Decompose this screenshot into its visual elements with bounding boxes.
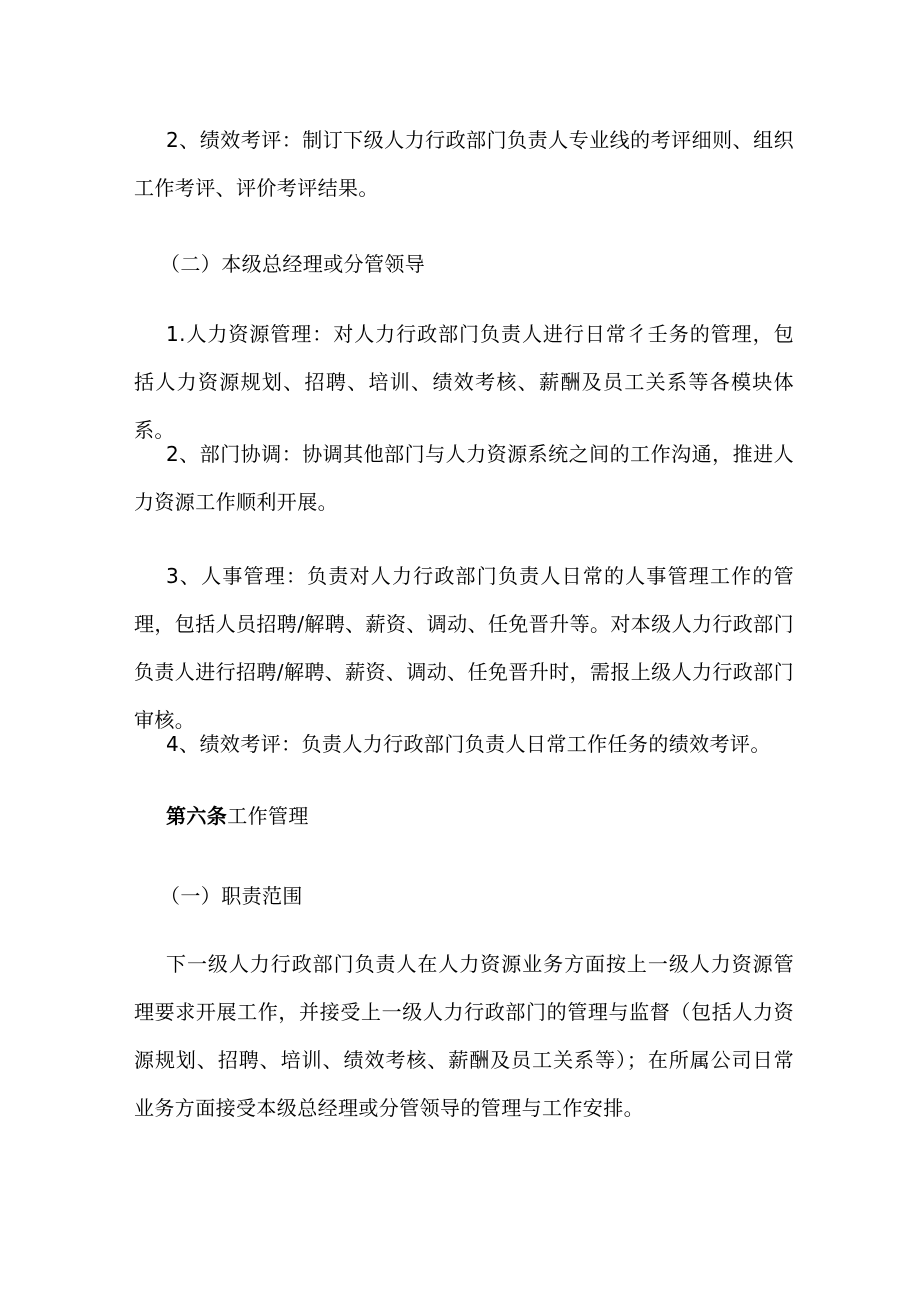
paragraph-performance-review-1: 2、绩效考评：制订下级人力行政部门负责人专业线的考评细则、组织工作考评、评价考评结果。 (134, 128, 794, 200)
paragraph-department-coordination: 2、部门协调：协调其他部门与人力资源系统之间的工作沟通，推进人力资源工作顺利开展。 (134, 442, 794, 514)
paragraph-performance-review-2: 4、绩效考评：负责人力行政部门负责人日常工作任务的绩效考评。 (166, 732, 771, 756)
paragraph-personnel-management: 3、人事管理：负责对人力行政部门负责人日常的人事管理工作的管理，包括人员招聘/解聘、薪资、调动、任免晋升等。对本级人力行政部门负责人进行招聘/解聘、薪资、调动、任免晋升时，需报上级人力行政部门审核。 (134, 564, 794, 732)
paragraph-hr-management: 1.人力资源管理：对人力行政部门负责人进行日常彳壬务的管理，包括人力资源规划、招聘、培训、绩效考核、薪酬及员工关系等各模块体系。 (134, 322, 794, 442)
paragraph-scope-of-duties: 下一级人力行政部门负责人在人力资源业务方面按上一级人力资源管理要求开展工作，并接受上一级人力行政部门的管理与监督（包括人力资源规划、招聘、培训、绩效考核、薪酬及员工关系等）；在所属公司日常业务方面接受本级总经理或分管领导的管理与工作安排。 (134, 952, 794, 1120)
article-heading (166, 792, 309, 840)
article-title: 工作管理 (227, 804, 309, 828)
section-heading: （一）职责范围 (160, 884, 303, 908)
article-number: 第六条 (166, 804, 228, 828)
subheading-general-manager: （二）本级总经理或分管领导 (160, 252, 426, 276)
